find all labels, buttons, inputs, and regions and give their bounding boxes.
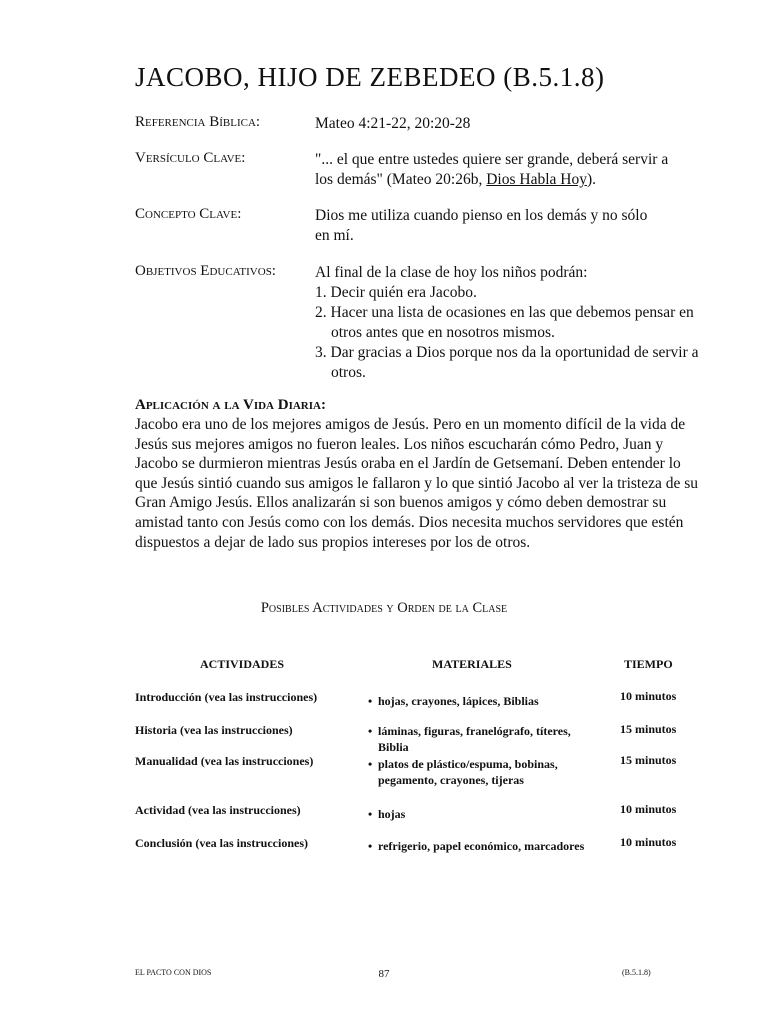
versiculo-line-2	[315, 170, 707, 190]
field-value	[315, 114, 707, 134]
versiculo-line-2-pre: los demás" (Mateo 20:26b,	[315, 171, 487, 188]
bullet-icon: •	[368, 724, 373, 738]
table-row-tiempo: 10 minutos	[620, 689, 677, 703]
table-row-actividad: Actividad (vea las instrucciones)	[135, 803, 301, 817]
field-value	[315, 263, 715, 383]
concepto-line-2: en mí.	[315, 227, 354, 244]
table-row-materiales	[368, 838, 588, 854]
bullet-icon: •	[368, 757, 373, 771]
table-row-materiales	[368, 693, 588, 709]
materiales-text: platos de plástico/espuma, bobinas, pegamento, crayones, tijeras	[378, 757, 558, 787]
column-header-actividades: ACTIVIDADES	[200, 657, 285, 671]
version-link: Dios Habla Hoy	[486, 171, 587, 188]
table-row-materiales	[368, 806, 588, 822]
bullet-icon: •	[368, 839, 373, 853]
table-row-actividad: Introducción (vea las instrucciones)	[135, 690, 318, 704]
table-row-tiempo: 15 minutos	[620, 753, 677, 767]
field-label: Versículo Clave:	[135, 150, 246, 166]
aplicacion-heading: Aplicación a la Vida Diaria:	[135, 397, 326, 413]
concepto-line-1: Dios me utiliza cuando pienso en los demás y no sólo	[315, 207, 648, 224]
page-number: 87	[378, 968, 390, 980]
objetivo-item: 3. Dar gracias a Dios porque nos da la oportunidad de servir a otros.	[315, 344, 699, 381]
referencia-value: Mateo 4:21-22, 20:20-28	[315, 115, 471, 132]
field-value	[315, 150, 707, 190]
table-row-materiales	[368, 723, 588, 755]
aplicacion-text: Jacobo era uno de los mejores amigos de Jesús. Pero en un momento difícil de la vida de Jesús sus mejores amigos no fueron leales. Los niños escucharán cómo Pedro, Juan y Jacobo se durmieron mientras Jesús oraba en el Jardín de Getsemaní. Deben entender lo que Jesús sintió cuando sus amigos le fallaron y lo que sintió Jacobo al ver la tristeza de su Gran Amigo Jesús. Ellos analizarán si son buenos amigos y cómo deben demostrar su amistad tanto con Jesús como con los demás. Dios necesita muchos servidores que estén dispuestos a dejar de lado sus propios intereses por los de otros.	[135, 416, 699, 551]
objetivos-intro: Al final de la clase de hoy los niños podrán:	[315, 264, 588, 281]
table-row-actividad: Historia (vea las instrucciones)	[135, 723, 293, 737]
bullet-icon: •	[368, 694, 373, 708]
table-row-actividad: Conclusión (vea las instrucciones)	[135, 836, 309, 850]
field-label: Referencia Bíblica:	[135, 114, 261, 130]
table-row-actividad: Manualidad (vea las instrucciones)	[135, 754, 314, 768]
column-header-materiales: MATERIALES	[432, 657, 512, 671]
bullet-icon: •	[368, 807, 373, 821]
field-label: Concepto Clave:	[135, 206, 242, 222]
field-label: Objetivos Educativos:	[135, 263, 276, 279]
schedule-title: Posibles Actividades y Orden de la Clase	[260, 600, 508, 616]
table-row-tiempo: 10 minutos	[620, 835, 677, 849]
footer-book-title: EL PACTO CON DIOS	[135, 968, 212, 977]
column-header-tiempo: TIEMPO	[624, 657, 673, 671]
materiales-text: hojas	[378, 807, 406, 821]
materiales-text: hojas, crayones, lápices, Biblias	[378, 694, 539, 708]
materiales-text: láminas, figuras, franelógrafo, títeres, Biblia	[378, 724, 571, 754]
objetivo-item: 1. Decir quién era Jacobo.	[315, 284, 477, 301]
footer-code: (B.5.1.8)	[622, 968, 651, 977]
versiculo-line-2-post: ).	[586, 171, 597, 188]
table-row-tiempo: 15 minutos	[620, 722, 677, 736]
materiales-text: refrigerio, papel económico, marcadores	[378, 839, 585, 853]
objetivo-item: 2. Hacer una lista de ocasiones en las que debemos pensar en otros antes que en nosotros mismos.	[315, 304, 694, 341]
versiculo-line-1: "... el que entre ustedes quiere ser grande, deberá servir a	[315, 151, 669, 168]
field-value	[315, 206, 707, 246]
table-row-materiales	[368, 756, 588, 788]
table-row-tiempo: 10 minutos	[620, 802, 677, 816]
page-title: JACOBO, HIJO DE ZEBEDEO (B.5.1.8)	[135, 62, 605, 92]
